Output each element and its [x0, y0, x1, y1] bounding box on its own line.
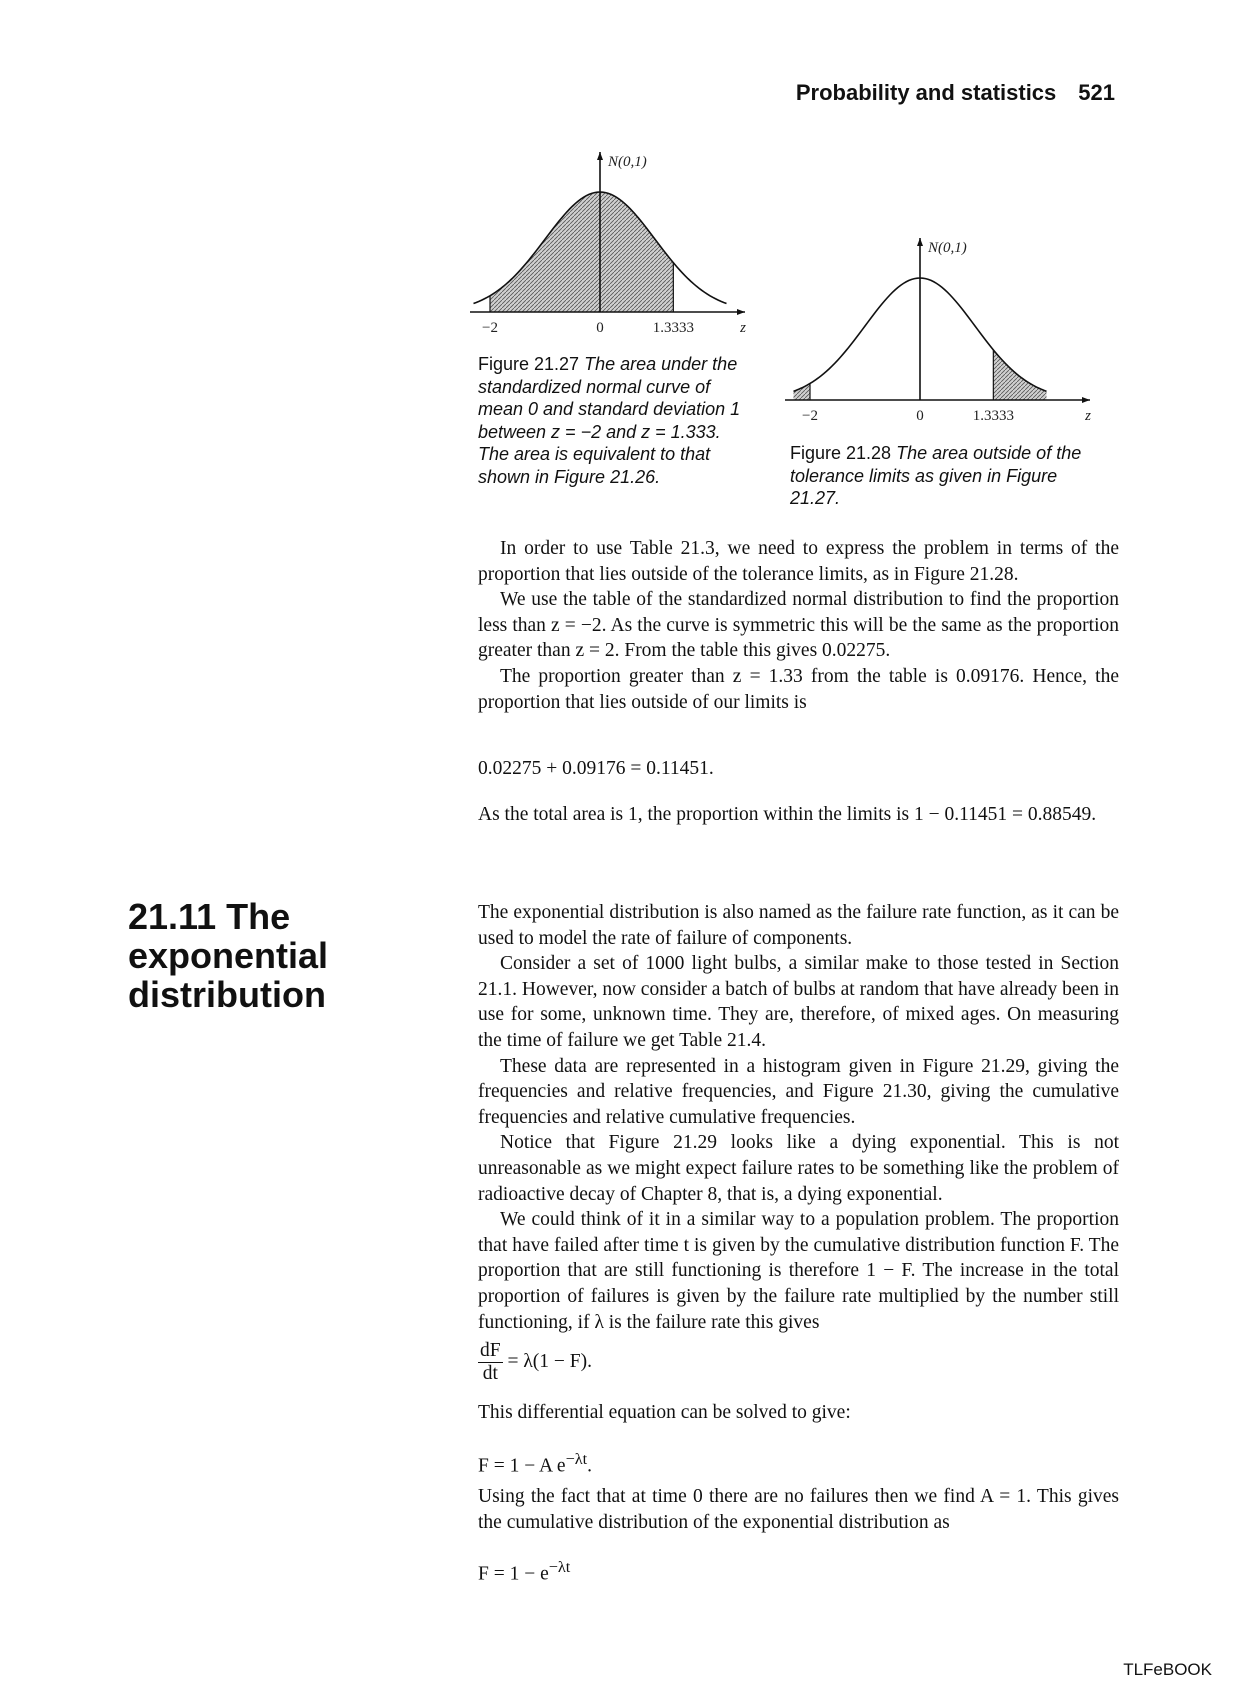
- fraction-numerator: dF: [480, 1340, 501, 1361]
- shaded-area: [490, 192, 673, 312]
- section-body-2: [478, 1400, 1119, 1426]
- axis-label-z: z: [1085, 408, 1091, 424]
- tick-label: 0: [596, 320, 604, 336]
- paragraph: The proportion greater than z = 1.33 from the table is 0.09176. Hence, the proportion that lies outside of our limits is: [478, 665, 1119, 713]
- tick-label: −2: [802, 408, 818, 424]
- paragraph: We use the table of the standardized normal distribution to find the proportion less than z = −2. As the curve is symmetric this will be the same as the proportion greater than z = 2. From the table this gives 0.02275.: [478, 589, 1119, 662]
- figure-21-28-plot: [785, 230, 1115, 430]
- footer-watermark: TLFeBOOK: [1123, 1660, 1212, 1679]
- equation-end: .: [587, 1455, 592, 1477]
- curve-label: N(0,1): [928, 240, 967, 256]
- running-head: [796, 80, 1115, 106]
- paragraph: We could think of it in a similar way to a population problem. The proportion that have failed after time t is given by the cumulative distribution function F. The proportion that are still functioning is therefore 1 − F. The increase in the total proportion of failures is given by the failure rate multiplied by the number still functioning, if λ is the failure rate this gives: [478, 1209, 1119, 1333]
- section-body-3: [478, 1484, 1119, 1535]
- paragraph: The exponential distribution is also named as the failure rate function, as it can be used to model the rate of failure of components.: [478, 902, 1119, 949]
- paragraph: These data are represented in a histogram given in Figure 21.29, giving the frequencies and relative frequencies, and Figure 21.30, giving the cumulative frequencies and relative cumulative frequencies.: [478, 1055, 1119, 1128]
- equation-solution: [478, 1450, 592, 1478]
- section-body: [478, 900, 1119, 1335]
- figure-21-28: [785, 230, 1115, 430]
- paragraph: As the total area is 1, the proportion within the limits is 1 − 0.11451 = 0.88549.: [478, 804, 1097, 825]
- equation-base: F = 1 − e: [478, 1563, 549, 1585]
- fraction-denominator: dt: [482, 1363, 498, 1384]
- running-head-title: Probability and statistics: [795, 80, 1057, 105]
- equation-cdf: [478, 1558, 570, 1586]
- shaded-area-right-tail: [993, 350, 1046, 400]
- figure-21-28-caption: [790, 442, 1090, 510]
- paragraph: Notice that Figure 21.29 looks like a dying exponential. This is not unreasonable as we might expect failure rates to be something like the problem of radioactive decay of Chapter 8, that is, a dying exponential.: [478, 1132, 1119, 1205]
- page-number: 521: [1078, 80, 1115, 105]
- y-axis-arrow: [597, 152, 603, 160]
- figure-21-28-caption-number: Figure 21.28: [790, 443, 892, 463]
- figure-21-27: [470, 140, 770, 340]
- equation-differential: [478, 1340, 592, 1385]
- tick-label: 1.3333: [652, 320, 694, 336]
- body-text-top: [478, 536, 1119, 715]
- x-axis-arrow: [1082, 397, 1090, 403]
- equation-rhs: = λ(1 − F).: [507, 1350, 593, 1372]
- paragraph: This differential equation can be solved to give:: [478, 1402, 851, 1423]
- equation-exponent: −λt: [548, 1558, 571, 1576]
- curve-label: N(0,1): [608, 154, 647, 170]
- tick-label: −2: [482, 320, 498, 336]
- paragraph: Using the fact that at time 0 there are no failures then we find A = 1. This gives the cumulative distribution of the exponential distribution as: [478, 1486, 1119, 1533]
- paragraph: Consider a set of 1000 light bulbs, a similar make to those tested in Section 21.1. However, now consider a batch of bulbs at random that have already been in use for some, unknown time. They are, therefore, of mixed ages. On measuring the time of failure we get Table 21.4.: [478, 953, 1119, 1051]
- figure-21-27-caption-text: The area under the standardized normal curve of mean 0 and standard deviation 1 between z = −2 and z = 1.333. The area is equivalent to that shown in Figure 21.26.: [478, 354, 741, 487]
- section-heading: 21.11 The exponential distribution: [128, 896, 329, 1015]
- equation-base: F = 1 − A e: [478, 1455, 566, 1477]
- tick-label: 1.3333: [972, 408, 1014, 424]
- y-axis-arrow: [917, 238, 923, 246]
- paragraph: In order to use Table 21.3, we need to express the problem in terms of the proportion that lies outside of the tolerance limits, as in Figure 21.28.: [478, 538, 1119, 585]
- figure-21-27-caption: [478, 353, 750, 488]
- x-axis-arrow: [737, 309, 745, 315]
- tick-label: 0: [916, 408, 924, 424]
- equation-sum: 0.02275 + 0.09176 = 0.11451.: [478, 758, 714, 779]
- axis-label-z: z: [740, 320, 746, 336]
- figure-21-28-caption-text: The area outside of the tolerance limits as given in Figure 21.27.: [790, 443, 1082, 508]
- body-text-top-2: [478, 802, 1119, 828]
- figure-21-27-plot: [470, 140, 770, 340]
- figure-21-27-caption-number: Figure 21.27: [478, 354, 580, 374]
- fraction: [478, 1340, 503, 1385]
- equation-exponent: −λt: [565, 1450, 588, 1468]
- shaded-area-left-tail: [794, 383, 811, 400]
